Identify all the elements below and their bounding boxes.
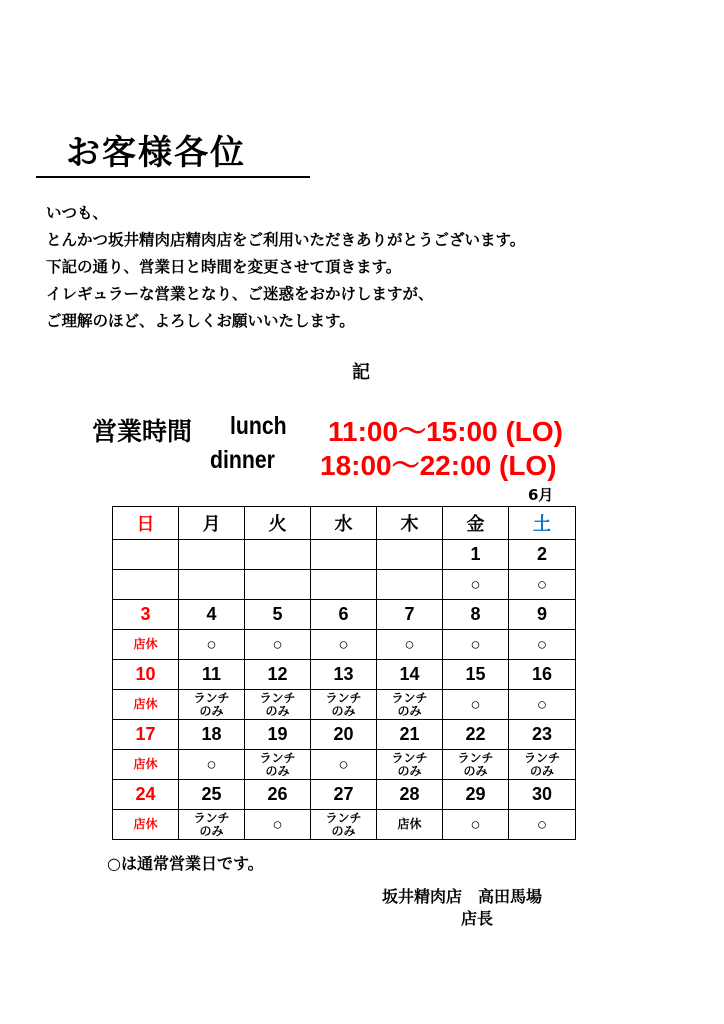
calendar-date-cell: 17 [113, 720, 179, 750]
open-day-mark: ○ [338, 755, 349, 774]
calendar-date-cell: 6 [311, 600, 377, 630]
calendar-date-cell: 25 [179, 780, 245, 810]
calendar-date-cell: 29 [443, 780, 509, 810]
calendar-status-cell [443, 630, 509, 660]
lunch-only-mark: ランチのみ [391, 690, 428, 718]
calendar-date-cell: 2 [509, 540, 576, 570]
calendar-date-cell [245, 540, 311, 570]
lunch-time: 11:00～15:00 (LO) [328, 416, 563, 447]
open-day-mark: ○ [470, 635, 481, 654]
calendar-date-cell: 18 [179, 720, 245, 750]
calendar-date-cell: 24 [113, 780, 179, 810]
open-day-mark: ○ [536, 635, 548, 654]
calendar-status-cell [377, 570, 443, 600]
calendar-status-cell [245, 810, 311, 840]
calendar-status-cell [113, 630, 179, 660]
calendar-date-cell: 5 [245, 600, 311, 630]
intro-line: イレギュラーな営業となり、ご迷惑をおかけしますが、 [46, 285, 434, 303]
calendar-status-cell [311, 750, 377, 780]
open-day-mark: ○ [470, 575, 481, 594]
calendar-date-cell: 28 [377, 780, 443, 810]
open-day-mark: ○ [536, 815, 548, 834]
closed-day-mark: 店休 [397, 817, 422, 831]
weekday-saturday: 土 [509, 507, 576, 540]
calendar-date-row [113, 780, 576, 810]
calendar-month: 6月 [528, 486, 554, 504]
calendar-date-row [113, 720, 576, 750]
calendar-date-cell: 14 [377, 660, 443, 690]
calendar-status-cell [179, 630, 245, 660]
calendar-status-cell [443, 810, 509, 840]
weekday-sunday: 日 [113, 507, 179, 540]
calendar-status-cell [311, 690, 377, 720]
dinner-label: dinner [210, 446, 275, 474]
calendar-status-cell [179, 690, 245, 720]
lunch-only-mark: ランチのみ [259, 750, 296, 778]
open-day-mark: ○ [404, 635, 415, 654]
lunch-only-mark: ランチのみ [523, 750, 560, 778]
lunch-only-mark: ランチのみ [325, 690, 362, 718]
weekday-header-row [113, 507, 576, 540]
intro-line: とんかつ坂井精肉店精肉店をご利用いただきありがとうございます。 [46, 231, 526, 249]
lunch-only-mark: ランチのみ [259, 690, 296, 718]
calendar-status-cell [377, 750, 443, 780]
lunch-only-mark: ランチのみ [391, 750, 428, 778]
calendar-date-cell: 1 [443, 540, 509, 570]
calendar-status-cell [509, 810, 576, 840]
lunch-only-mark: ランチのみ [193, 690, 230, 718]
weekday-monday: 月 [179, 507, 245, 540]
calendar-date-cell: 10 [113, 660, 179, 690]
calendar-status-cell [377, 630, 443, 660]
open-day-mark: ○ [470, 695, 481, 714]
calendar-date-cell: 7 [377, 600, 443, 630]
calendar-date-cell: 4 [179, 600, 245, 630]
calendar-date-cell: 20 [311, 720, 377, 750]
calendar-date-row [113, 660, 576, 690]
calendar-status-cell [113, 810, 179, 840]
calendar-status-cell [113, 570, 179, 600]
closed-day-mark: 店休 [133, 817, 158, 831]
calendar-status-cell [245, 690, 311, 720]
open-day-mark: ○ [272, 815, 283, 834]
weekday-tuesday: 火 [245, 507, 311, 540]
intro-message [46, 200, 525, 335]
ki-heading: 記 [352, 362, 370, 383]
calendar-status-row [113, 810, 576, 840]
open-day-mark: ○ [206, 755, 217, 774]
calendar-date-cell: 30 [509, 780, 576, 810]
weekday-friday: 金 [443, 507, 509, 540]
calendar-status-row [113, 570, 576, 600]
calendar-date-cell [377, 540, 443, 570]
calendar-status-cell [113, 690, 179, 720]
open-day-mark: ○ [470, 815, 481, 834]
business-calendar [112, 506, 576, 840]
calendar-date-row [113, 600, 576, 630]
open-day-mark: ○ [206, 635, 217, 654]
calendar-date-cell [179, 540, 245, 570]
calendar-status-cell [509, 570, 576, 600]
lunch-label: lunch [230, 412, 287, 440]
calendar-date-cell: 26 [245, 780, 311, 810]
weekday-wednesday: 水 [311, 507, 377, 540]
calendar-status-cell [443, 570, 509, 600]
closed-day-mark: 店休 [133, 637, 158, 651]
calendar-date-cell: 19 [245, 720, 311, 750]
calendar-status-cell [509, 690, 576, 720]
calendar-status-cell [311, 630, 377, 660]
shop-name: 坂井精肉店 高田馬場 [382, 887, 543, 906]
calendar-date-cell [113, 540, 179, 570]
calendar-status-cell [245, 630, 311, 660]
calendar-date-cell: 22 [443, 720, 509, 750]
calendar-date-cell: 9 [509, 600, 576, 630]
calendar-date-cell: 8 [443, 600, 509, 630]
calendar-date-cell: 13 [311, 660, 377, 690]
calendar-status-cell [509, 630, 576, 660]
calendar-status-cell [509, 750, 576, 780]
open-day-mark: ○ [272, 635, 283, 654]
intro-line: 下記の通り、営業日と時間を変更させて頂きます。 [46, 258, 402, 276]
page-title: お客様各位 [36, 130, 310, 178]
calendar-status-cell [179, 750, 245, 780]
calendar-date-cell [311, 540, 377, 570]
calendar-status-cell [179, 810, 245, 840]
calendar-status-cell [377, 810, 443, 840]
calendar-status-row [113, 690, 576, 720]
calendar-status-cell [179, 570, 245, 600]
legend-note: ○は通常営業日です。 [107, 854, 264, 873]
open-day-mark: ○ [536, 695, 548, 714]
calendar-date-row [113, 540, 576, 570]
lunch-only-mark: ランチのみ [325, 810, 362, 838]
calendar-date-cell: 11 [179, 660, 245, 690]
calendar-date-cell: 3 [113, 600, 179, 630]
calendar-status-cell [443, 690, 509, 720]
calendar-date-cell: 12 [245, 660, 311, 690]
closed-day-mark: 店休 [133, 697, 158, 711]
calendar-date-cell: 15 [443, 660, 509, 690]
open-day-mark: ○ [536, 575, 548, 594]
calendar-status-cell [377, 690, 443, 720]
weekday-thursday: 木 [377, 507, 443, 540]
intro-line: いつも、 [46, 204, 109, 222]
business-hours-label: 営業時間 [92, 418, 193, 446]
lunch-only-mark: ランチのみ [193, 810, 230, 838]
calendar-status-cell [245, 570, 311, 600]
closed-day-mark: 店休 [133, 757, 158, 771]
calendar-status-row [113, 750, 576, 780]
calendar-status-cell [311, 810, 377, 840]
intro-line: ご理解のほど、よろしくお願いいたします。 [46, 312, 355, 330]
lunch-only-mark: ランチのみ [457, 750, 494, 778]
calendar-date-cell: 23 [509, 720, 576, 750]
calendar-date-cell: 27 [311, 780, 377, 810]
calendar-date-cell: 21 [377, 720, 443, 750]
calendar-status-row [113, 630, 576, 660]
calendar-status-cell [443, 750, 509, 780]
calendar-status-cell [113, 750, 179, 780]
dinner-time: 18:00～22:00 (LO) [320, 450, 557, 481]
calendar-status-cell [311, 570, 377, 600]
calendar-status-cell [245, 750, 311, 780]
calendar-date-cell: 16 [509, 660, 576, 690]
manager-title: 店長 [461, 909, 494, 928]
open-day-mark: ○ [338, 635, 349, 654]
